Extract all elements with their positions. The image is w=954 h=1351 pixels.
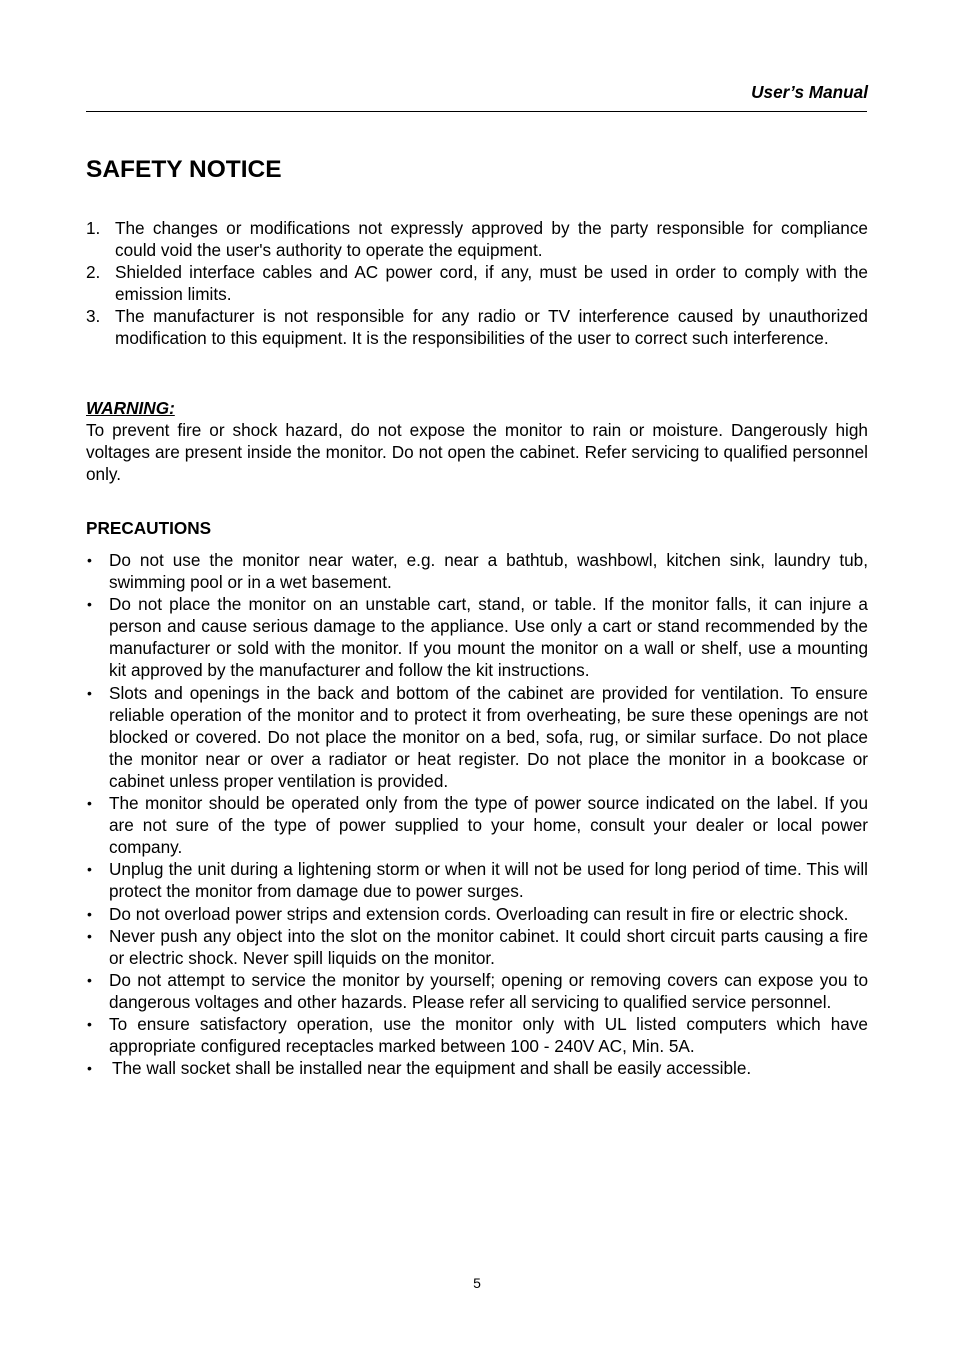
bullet-icon: • [87,1060,92,1077]
warning-label: WARNING: [86,398,175,418]
precaution-text: Unplug the unit during a lightening storm or when it will not be used for long period of time. This will protect the monitor from damage due to power surges. [109,859,868,902]
precaution-item [86,903,868,925]
precaution-item [86,682,868,792]
precaution-text: Never push any object into the slot on the monitor cabinet. It could short circuit parts causing a fire or electric shock. Never spill liquids on the monitor. [109,925,868,968]
bullet-icon: • [87,552,92,568]
precaution-item [86,858,868,902]
precaution-text: To ensure satisfactory operation, use the monitor only with UL listed computers which have appropriate configured receptacles marked between 100 - 240V AC, Min. 5A. [109,1013,868,1057]
precaution-item [86,1013,868,1057]
warning-text: To prevent fire or shock hazard, do not expose the monitor to rain or moisture. Dangerously high voltages are present inside the monitor. Do not open the cabinet. Refer servicing to qualified personnel only. [86,420,868,485]
notice-item [86,261,868,305]
notice-number: 2. [86,262,101,283]
bullet-icon: • [87,927,92,944]
running-header: User’s Manual [751,82,868,102]
page-title: SAFETY NOTICE [86,156,282,183]
bullet-icon: • [87,795,92,812]
notice-item [86,217,868,261]
precaution-text: Do not attempt to service the monitor by yourself; opening or removing covers can expose you to dangerous voltages and other hazards. Please refer all servicing to qualified service personnel. [109,969,868,1012]
notice-text: The changes or modifications not expressly approved by the party responsible for compliance could void the user's authority to operate the equipment. [115,218,868,261]
page-number: 5 [473,1275,481,1291]
precautions-heading: PRECAUTIONS [86,518,212,538]
precaution-item [86,792,868,858]
precaution-item [86,969,868,1013]
precaution-text: The wall socket shall be installed near the equipment and shall be easily accessible. [112,1058,752,1079]
precaution-text: Slots and openings in the back and bottom of the cabinet are provided for ventilation. To ensure reliable operation of the monitor and to protect it from overheating, be sure these openings are not blocked or covered. Do not place the monitor on a bed, sofa, rug, or similar surface. Do not place the monitor near or over a radiator or heat register. Do not place the monitor in a bookcase or cabinet unless proper ventilation is provided. [109,682,868,791]
header-divider [86,111,867,112]
precaution-text: Do not use the monitor near water, e.g. near a bathtub, washbowl, kitchen sink, laundry tub, swimming pool or in a wet basement. [109,550,868,593]
precaution-text: Do not overload power strips and extension cords. Overloading can result in fire or electric shock. [109,903,849,924]
bullet-icon: • [87,861,92,878]
bullet-icon: • [87,1015,92,1032]
safety-notice-list [86,217,868,350]
notice-text: The manufacturer is not responsible for any radio or TV interference caused by unauthorized modification to this equipment. It is the responsibilities of the user to correct such interference. [115,306,868,349]
bullet-icon: • [87,905,92,922]
bullet-icon: • [87,684,92,701]
warning-section [86,397,868,485]
notice-text: Shielded interface cables and AC power cord, if any, must be used in order to comply with the emission limits. [115,262,868,305]
bullet-icon: • [87,971,92,988]
precaution-item [86,925,868,969]
notice-number: 1. [86,218,101,238]
precaution-text: The monitor should be operated only from the type of power source indicated on the label. If you are not sure of the type of power supplied to your home, consult your dealer or local power company. [109,793,868,858]
bullet-icon: • [87,596,92,613]
precaution-item [86,593,868,681]
precaution-item [86,549,868,593]
notice-item [86,305,868,349]
precautions-list [86,549,868,1079]
notice-number: 3. [86,306,101,327]
precaution-text: Do not place the monitor on an unstable cart, stand, or table. If the monitor falls, it can injure a person and cause serious damage to the appliance. Use only a cart or stand recommended by the manufacturer or sold with the monitor. If you mount the monitor on a wall or shelf, use a mounting kit approved by the manufacturer and follow the kit instructions. [109,594,868,681]
precaution-item [86,1057,868,1079]
